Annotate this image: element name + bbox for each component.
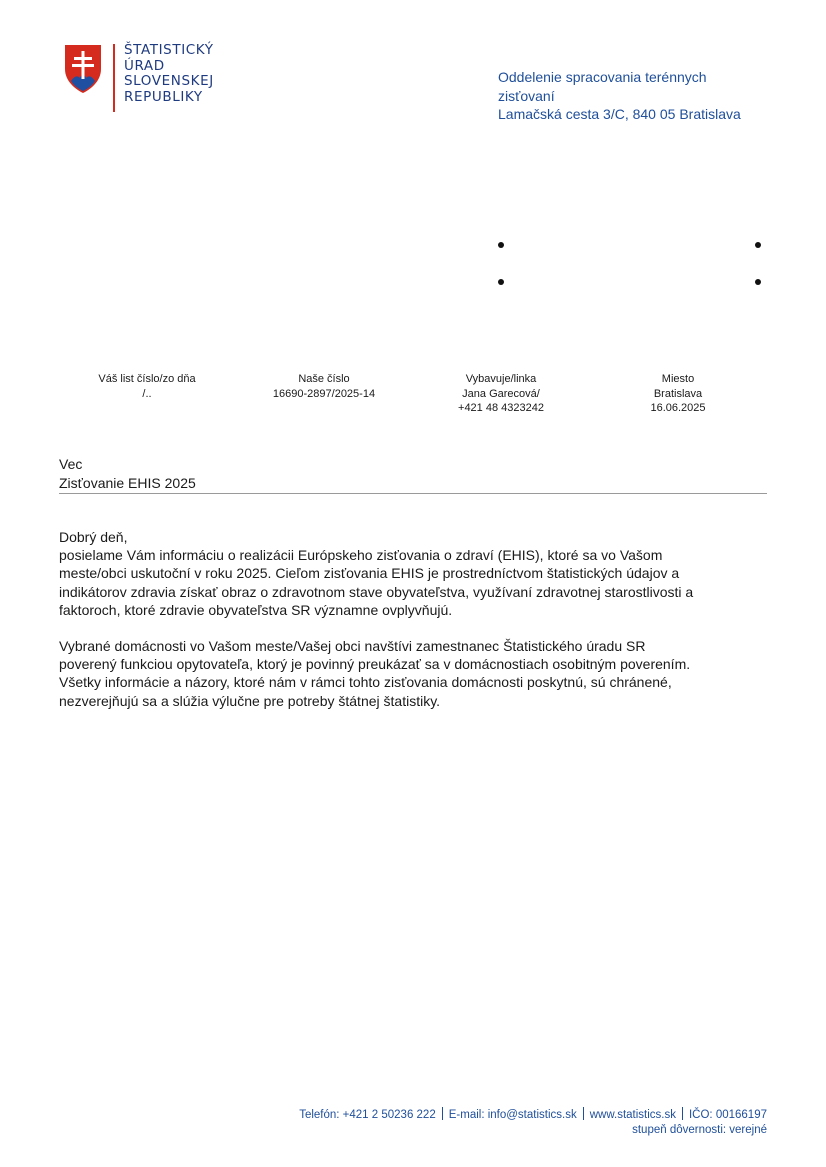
- department-line: zisťovaní: [498, 87, 555, 104]
- logo-text: [124, 43, 214, 105]
- address-window-mark: [755, 279, 761, 285]
- body-line: indikátorov zdravia získať obraz o zdravotnom stave obyvateľstva, využívaní zdravotnej starostlivosti a: [59, 583, 694, 600]
- ref-handled-by: [416, 372, 586, 416]
- body-line: Všetky informácie a názory, ktoré nám v rámci tohto zisťovania domácnosti poskytnú, sú chránené,: [59, 674, 672, 691]
- department-line: Oddelenie spracovania terénnych: [498, 69, 707, 85]
- address-window-mark: [498, 279, 504, 285]
- body-line: nezverejňujú sa a slúžia výlučne pre potreby štátnej štatistiky.: [59, 692, 441, 709]
- logo-line: REPUBLIKY: [124, 88, 203, 105]
- slovak-coat-of-arms-icon: [63, 43, 103, 95]
- address-window-mark: [755, 242, 761, 248]
- paragraph-2: [59, 637, 789, 710]
- ref-label: Miesto: [661, 373, 695, 385]
- body-line: poverený funkciou opytovateľa, ktorý je povinný preukázať sa v domácnostiach osobitným poverením.: [59, 656, 691, 673]
- footer-email: E-mail: info@statistics.sk: [448, 1109, 577, 1121]
- ref-value: Bratislava: [653, 387, 703, 400]
- logo-divider: [113, 44, 115, 112]
- footer-separator: [583, 1107, 584, 1120]
- ref-your-letter: [62, 372, 232, 401]
- subject-title: Zisťovanie EHIS 2025: [59, 474, 196, 491]
- sender-department: [498, 68, 788, 124]
- ref-date: 16.06.2025: [650, 402, 706, 414]
- body-line: meste/obci uskutoční v roku 2025. Cieľom zisťovania EHIS je prostredníctvom štatistických údajov a: [59, 565, 680, 582]
- body-line: faktoroch, ktoré zdravie obyvateľstva SR významne ovplyvňujú.: [59, 601, 453, 618]
- footer-confidentiality: stupeň dôvernosti: verejné: [632, 1124, 767, 1136]
- body-line: Vybrané domácnosti vo Vašom meste/Vašej obci navštívi zamestnanec Štatistického úradu SR: [59, 638, 646, 655]
- department-address: Lamačská cesta 3/C, 840 05 Bratislava: [498, 106, 741, 122]
- subject-divider: [59, 493, 767, 494]
- subject-block: [59, 455, 769, 492]
- address-window-mark: [498, 242, 504, 248]
- ref-label: Váš list číslo/zo dňa: [98, 373, 196, 385]
- paragraph-1: [59, 528, 789, 619]
- ref-value: 16690-2897/2025-14: [272, 387, 376, 400]
- ref-value: /..: [142, 387, 152, 400]
- logo-line: ŠTATISTICKÝ: [124, 42, 214, 58]
- logo-line: SLOVENSKEJ: [124, 73, 214, 90]
- body-line: posielame Vám informáciu o realizácii Európskeho zisťovania o zdraví (EHIS), ktoré sa vo Vašom: [59, 547, 663, 564]
- logo-line: ÚRAD: [124, 57, 165, 74]
- footer-phone: Telefón: +421 2 50236 222: [299, 1109, 436, 1121]
- letter-body: [59, 528, 789, 710]
- ref-place: [593, 372, 763, 416]
- ref-our-number: [239, 372, 409, 401]
- ref-value: Jana Garecová/: [462, 387, 540, 400]
- ref-label: Vybavuje/linka: [465, 373, 537, 385]
- ref-value: +421 48 4323242: [458, 402, 544, 414]
- footer-contacts: [299, 1107, 767, 1123]
- office-logo: [63, 43, 233, 115]
- footer-separator: [682, 1107, 683, 1120]
- greeting: Dobrý deň,: [59, 529, 128, 545]
- footer-web: www.statistics.sk: [589, 1109, 676, 1121]
- subject-label: Vec: [59, 456, 83, 472]
- ref-label: Naše číslo: [298, 373, 350, 385]
- footer-separator: [442, 1107, 443, 1120]
- letter-footer: [299, 1107, 767, 1138]
- footer-ico: IČO: 00166197: [688, 1109, 767, 1121]
